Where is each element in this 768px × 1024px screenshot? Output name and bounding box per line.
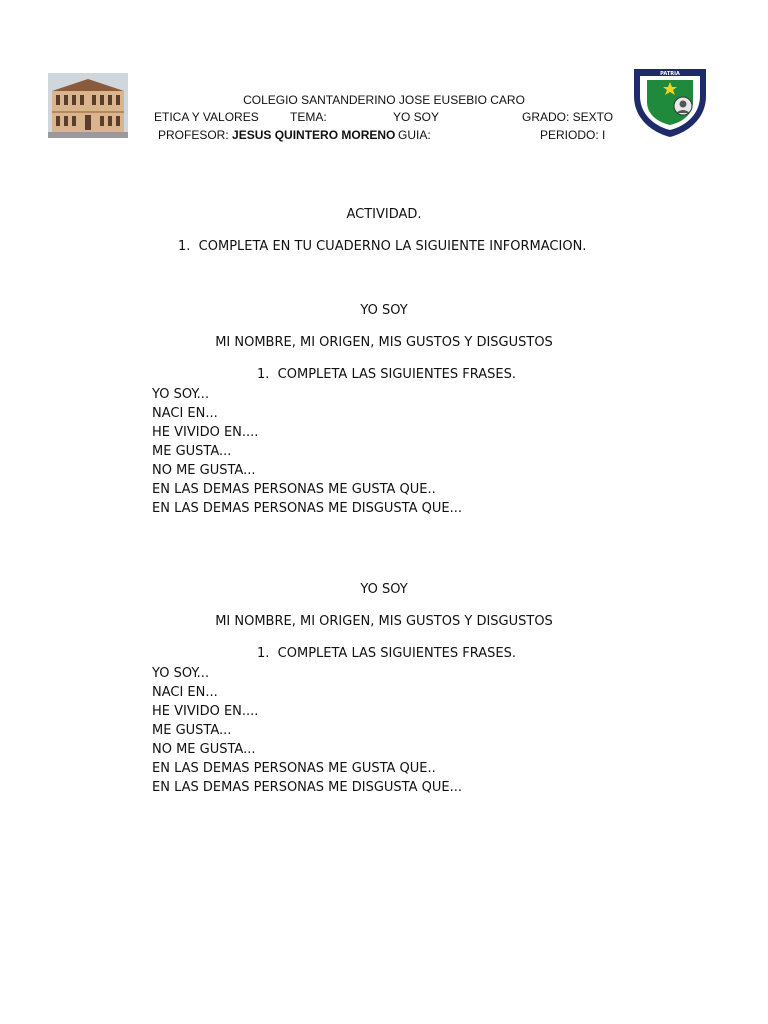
phrase-line: EN LAS DEMAS PERSONAS ME DISGUSTA QUE... [152,780,462,795]
guia-label: GUIA: [398,128,431,142]
profesor-name: JESUS QUINTERO MORENO [232,128,396,142]
section-subtitle: MI NOMBRE, MI ORIGEN, MIS GUSTOS Y DISGUSTOS [215,335,553,350]
activity-title: ACTIVIDAD. [346,207,422,222]
crest-text: PATRIA [660,71,680,77]
phrase-line: EN LAS DEMAS PERSONAS ME GUSTA QUE.. [152,482,436,497]
section-title: YO SOY [360,303,408,318]
phrase-line: EN LAS DEMAS PERSONAS ME GUSTA QUE.. [152,761,436,776]
section-subtitle: MI NOMBRE, MI ORIGEN, MIS GUSTOS Y DISGUSTOS [215,614,553,629]
phrase-list [152,385,462,518]
school-crest-logo [631,66,709,138]
phrase-line: HE VIVIDO EN.... [152,704,259,719]
phrase-list [152,664,462,797]
phrase-line: HE VIVIDO EN.... [152,425,259,440]
task-text: COMPLETA LAS SIGUIENTES FRASES. [277,367,516,382]
tema-value: YO SOY [393,110,440,124]
phrase-line: ME GUSTA... [152,444,232,459]
phrase-line: EN LAS DEMAS PERSONAS ME DISGUSTA QUE... [152,501,462,516]
instruction-number: 1. [178,239,191,254]
school-name: COLEGIO SANTANDERINO JOSE EUSEBIO CARO [243,93,525,107]
phrase-line: NO ME GUSTA... [152,742,256,757]
task-text: COMPLETA LAS SIGUIENTES FRASES. [277,646,516,661]
phrase-line: NACI EN... [152,685,218,700]
profesor-label: PROFESOR: [158,128,229,142]
task-number: 1. [257,367,270,382]
phrase-line: NO ME GUSTA... [152,463,256,478]
phrase-line: NACI EN... [152,406,218,421]
tema-label: TEMA: [290,110,327,124]
subject-label: ETICA Y VALORES [154,110,259,124]
phrase-line: ME GUSTA... [152,723,232,738]
activity-instruction [178,239,586,254]
section-title: YO SOY [360,582,408,597]
periodo-label: PERIODO: I [540,128,606,142]
phrase-line: YO SOY... [152,666,210,681]
task-number: 1. [257,646,270,661]
profesor-line [158,128,395,142]
section-task [257,646,516,661]
phrase-line: YO SOY... [152,387,210,402]
grado-label: GRADO: SEXTO [522,110,614,124]
section-task [257,367,516,382]
instruction-text: COMPLETA EN TU CUADERNO LA SIGUIENTE INFORMACION. [198,239,587,254]
